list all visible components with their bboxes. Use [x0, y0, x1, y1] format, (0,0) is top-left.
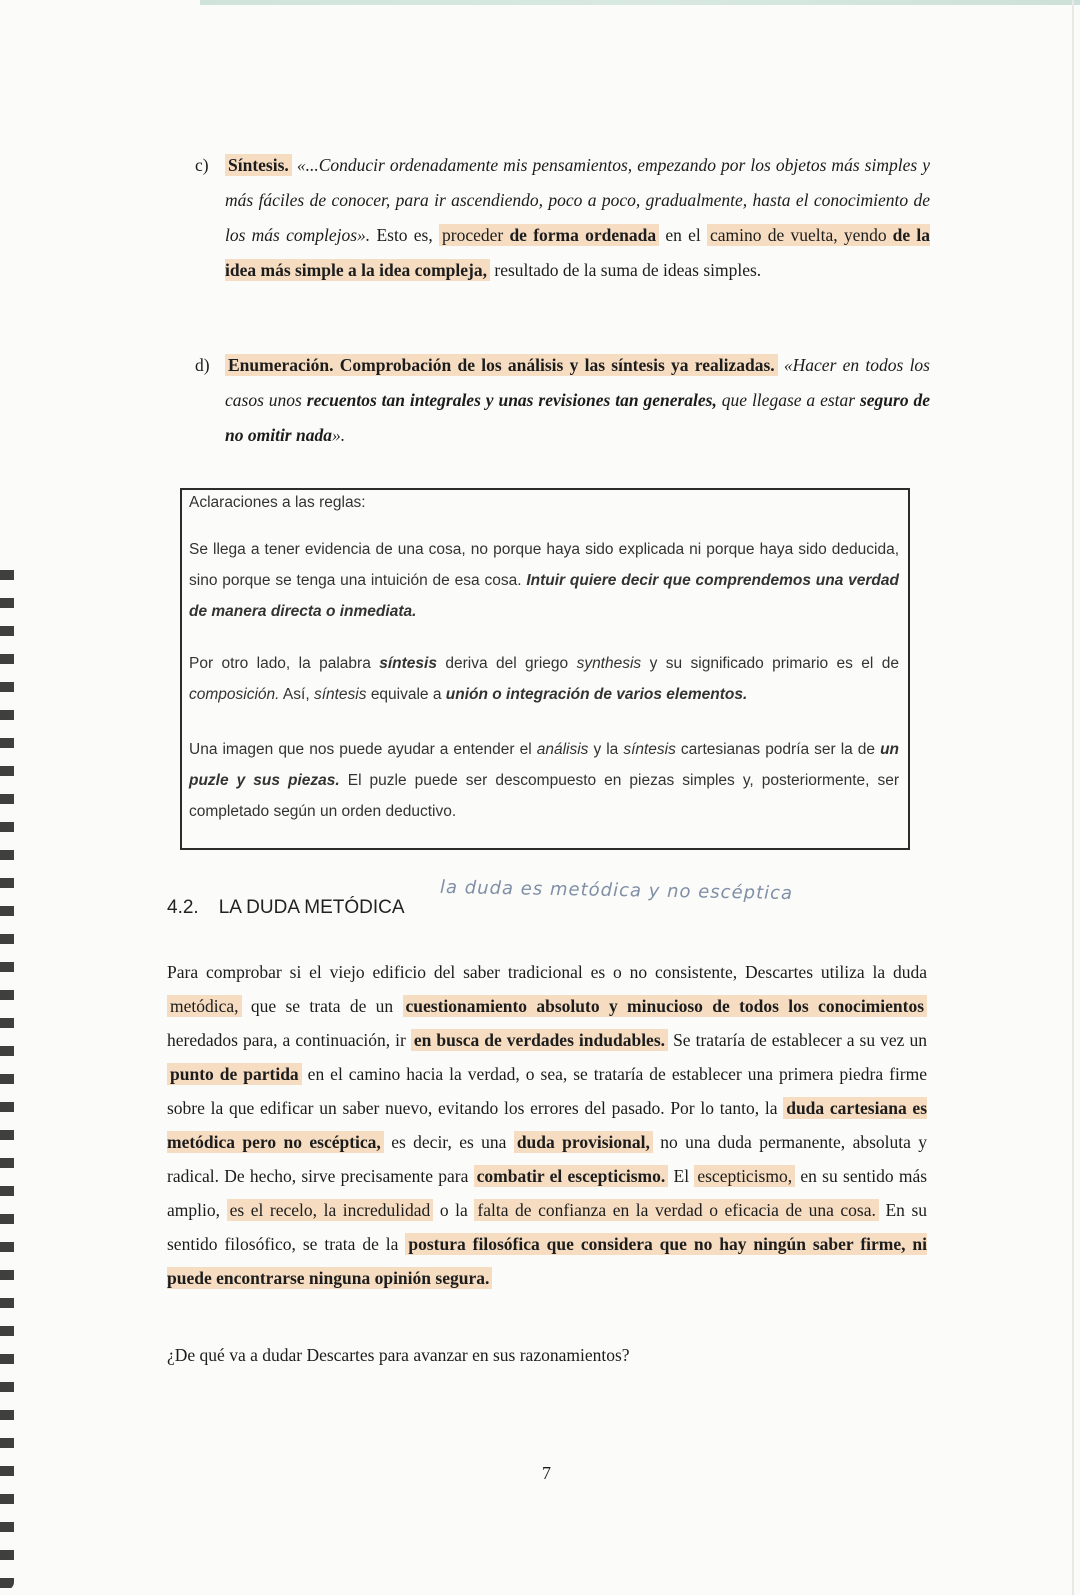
box-p2-text-g: Así, — [282, 686, 310, 703]
highlight-cuestionamiento: cuestionamiento absoluto y minucioso de todos los conocimientos — [403, 995, 927, 1017]
handwritten-note: la duda es metódica y no escéptica — [439, 876, 794, 905]
box-title: Aclaraciones a las reglas: — [189, 494, 366, 511]
main-text-6: es decir, es una — [391, 1132, 507, 1152]
main-text-9: en su sentido más amplio, — [167, 1166, 928, 1220]
box-p2-text-e: y su significado primario es el de — [649, 655, 900, 672]
rule-d-label: Enumeración. Comprobación de los análisis y las síntesis ya realizadas. — [225, 354, 778, 376]
rule-d-marker: d) — [195, 355, 210, 375]
highlight-duda-cartesiana: duda cartesiana es metódica pero no escéptica, — [167, 1098, 928, 1152]
highlight-duda-provisional: duda provisional, — [514, 1131, 653, 1153]
box-p3-puzzle: un puzle y sus piezas. — [189, 741, 900, 789]
highlight-punto-partida: punto de partida — [167, 1063, 302, 1085]
highlight-metodica: metódica, — [167, 995, 242, 1017]
box-paragraph-2 — [189, 648, 899, 710]
highlight-verdades: en busca de verdades indudables. — [411, 1029, 668, 1051]
box-p2-text-c: deriva del griego — [445, 655, 569, 672]
rule-d-quote-c: que llegase a estar — [721, 390, 856, 410]
box-p2-term-1: síntesis — [379, 655, 437, 672]
question: ¿De qué va a dudar Descartes para avanzar en sus razonamientos? — [167, 1345, 630, 1365]
section-heading — [167, 897, 405, 919]
page-number: 7 — [542, 1463, 551, 1483]
box-p1-definition: Intuir quiere decir que comprendemos una verdad de manera directa o inmediata. — [189, 572, 899, 620]
box-p2-greek: synthesis — [576, 655, 642, 672]
binding-holes — [0, 560, 14, 1590]
rule-c-text-3: resultado de la suma de ideas simples. — [494, 260, 762, 280]
box-p2-text-a: Por otro lado, la palabra — [189, 655, 371, 672]
rule-d — [195, 348, 930, 453]
box-p3-synthesis: síntesis — [623, 741, 676, 758]
rule-c-highlight-2a: camino de vuelta, yendo — [707, 224, 890, 246]
highlight-escepticismo: escepticismo, — [694, 1165, 795, 1187]
main-text-1: Para comprobar si el viejo edificio del saber tradicional es o no consistente, Descartes utiliza la duda — [167, 962, 927, 982]
highlight-postura: postura filosófica que considera que no hay ningún saber firme, ni puede encontrarse ninguna opinión segura. — [167, 1234, 928, 1288]
rule-d-quote-b: recuentos tan integrales y unas revisiones tan generales, — [306, 390, 717, 410]
main-text-2: que se trata de un — [250, 996, 394, 1016]
box-paragraph-3 — [189, 734, 899, 827]
main-text-3: heredados para, a continuación, ir — [167, 1030, 406, 1050]
rule-c-text-1: Esto es, — [376, 225, 433, 245]
main-text-5: en el camino hacia la verdad, o sea, se trataría de establecer una primera piedra firme sobre la que edificar un saber nuevo, evitando los errores del pasado. Por lo tanto, la — [167, 1064, 928, 1118]
rule-c-highlight-2b: de la idea más simple a la idea compleja, — [225, 225, 930, 280]
rule-c — [195, 148, 930, 288]
main-paragraph — [167, 955, 927, 1295]
rule-d-body — [225, 348, 930, 453]
box-p3-analysis: análisis — [536, 741, 589, 758]
highlight-recelo: es el recelo, la incredulidad — [227, 1199, 434, 1221]
box-p1-text: Se llega a tener evidencia de una cosa, no porque haya sido explicada ni porque haya sido deducida, sino porque se tenga una intuición de esa cosa. — [189, 541, 899, 589]
main-text-10: o la — [439, 1200, 468, 1220]
box-p3-text-g: El puzle puede ser descompuesto en piezas simples y, posteriormente, ser completado según un orden deductivo. — [189, 772, 899, 820]
box-p3-text-a: Una imagen que nos puede ayudar a entender el — [189, 741, 532, 758]
box-p3-text-c: y la — [593, 741, 619, 758]
highlight-falta-confianza: falta de confianza en la verdad o eficacia de una cosa. — [474, 1199, 878, 1221]
main-text-4: Se trataría de establecer a su vez un — [673, 1030, 927, 1050]
main-text-8: El — [673, 1166, 690, 1186]
box-p2-text-i: equivale a — [370, 686, 442, 703]
main-text-7: no una duda permanente, absoluta y radical. De hecho, sirve precisamente para — [167, 1132, 928, 1186]
highlight-combatir: combatir el escepticismo. — [474, 1165, 669, 1187]
rule-d-quote-e: ». — [331, 425, 346, 445]
main-text-11: En su sentido filosófico, se trata de la — [167, 1200, 928, 1254]
rule-c-text-2: en el — [665, 225, 701, 245]
section-title: LA DUDA METÓDICA — [218, 897, 405, 918]
rule-c-label: Síntesis. — [225, 154, 292, 176]
page-edge — [1072, 0, 1074, 1595]
rule-d-quote-d: seguro de no omitir nada — [225, 390, 931, 445]
top-edge-line — [200, 0, 1080, 5]
box-p2-composition: composición. — [189, 686, 280, 703]
box-p2-definition: unión o integración de varios elementos. — [445, 686, 748, 703]
rule-d-quote-a: «Hacer en todos los casos unos — [225, 355, 930, 410]
rule-c-marker: c) — [195, 155, 209, 175]
box-p2-term-2: síntesis — [313, 686, 367, 703]
rule-c-highlight-1: proceder de forma ordenada — [439, 224, 659, 246]
rule-c-body — [225, 148, 930, 288]
rule-c-quote: «...Conducir ordenadamente mis pensamientos, empezando por los objetos más simples y más fáciles de conocer, para ir ascendiendo, poco a poco, gradualmente, hasta el conocimiento de los más complejos». — [225, 155, 931, 245]
box-paragraph-1 — [189, 534, 899, 627]
box-p3-text-e: cartesianas podría ser la de — [680, 741, 876, 758]
section-number: 4.2. — [167, 897, 199, 918]
clarifications-box — [180, 488, 910, 850]
